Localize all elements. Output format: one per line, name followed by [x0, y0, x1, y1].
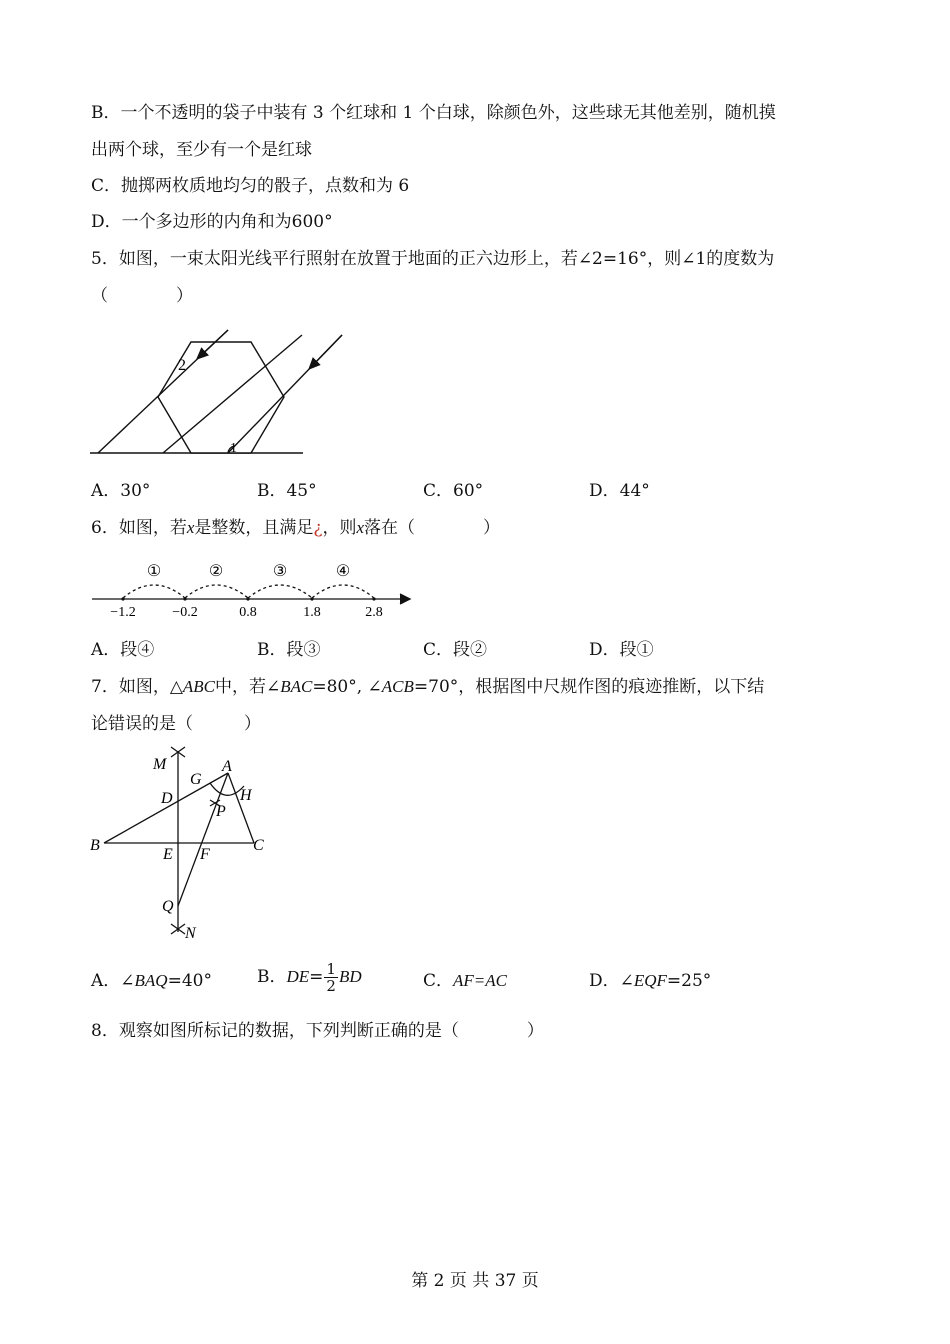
- page-footer: 第 2 页 共 37 页: [411, 1271, 539, 1291]
- label-a: A: [222, 758, 232, 775]
- q4-option-c: C．抛掷两枚质地均匀的骰子，点数和为 6: [91, 176, 410, 196]
- q6-stem: 6．如图，若x是整数，且满足¿，则x落在（ ）: [91, 518, 501, 538]
- q5-stem-line2: （ ）: [91, 286, 193, 306]
- tick-label-3: 0.8: [239, 605, 257, 620]
- segment-label-4: ④: [335, 561, 351, 580]
- q5-option-d: D．44°: [589, 481, 650, 501]
- label-m: M: [153, 756, 167, 773]
- q7-option-c: C．AF=AC: [423, 971, 507, 991]
- tick-label-5: 2.8: [365, 605, 383, 620]
- side-ab: [104, 773, 228, 843]
- q7-option-d: D．∠EQF=25°: [589, 971, 712, 991]
- q7-stem-line2: 论错误的是（ ）: [91, 714, 261, 734]
- q4-option-b-line2: 出两个球，至少有一个是红球: [91, 140, 312, 160]
- fraction-one-half: $\frac{1}{2}$: [326, 960, 336, 995]
- hexagon: [158, 342, 284, 453]
- label-f: F: [200, 846, 210, 863]
- label-n: N: [185, 925, 196, 942]
- q5-option-b: B．45°: [257, 481, 317, 501]
- angle-1-label: 1: [230, 441, 237, 456]
- segment-label-3: ③: [272, 561, 288, 580]
- label-h: H: [240, 787, 252, 804]
- q4-option-d: D．一个多边形的内角和为600°: [91, 212, 333, 232]
- q5-hexagon-figure: [88, 325, 358, 460]
- segment-arc-2: [185, 585, 248, 598]
- q7-triangle-figure: [86, 746, 286, 946]
- q5-stem-line1: 5．如图，一束太阳光线平行照射在放置于地面的正六边形上，若∠2=16°，则∠1的度数为: [91, 249, 775, 269]
- label-b: B: [90, 837, 100, 854]
- label-c: C: [253, 837, 264, 854]
- tick-label-2: −0.2: [172, 605, 198, 620]
- q7-stem-line1: 7．如图，△ABC中，若∠BAC=80°, ∠ACB=70°，根据图中尺规作图的痕迹推断，以下结: [91, 677, 765, 697]
- q6-number-line: [88, 556, 418, 622]
- q4-option-b-line1: B．一个不透明的袋子中装有 3 个红球和 1 个白球，除颜色外，这些球无其他差别，随机摸: [91, 103, 776, 123]
- q6-option-b: B．段③: [257, 640, 321, 660]
- q5-option-a: A．30°: [91, 481, 151, 501]
- tick-label-4: 1.8: [303, 605, 321, 620]
- q5-option-c: C．60°: [423, 481, 484, 501]
- label-q: Q: [162, 898, 174, 915]
- label-e: E: [163, 846, 173, 863]
- angle-2-label: 2: [178, 357, 186, 374]
- construction-arc: [210, 783, 244, 795]
- segment-arc-4: [312, 585, 374, 598]
- q7-option-a: A．∠BAQ=40°: [91, 971, 212, 991]
- q6-option-c: C．段②: [423, 640, 488, 660]
- segment-arc-1: [123, 585, 185, 598]
- label-p: P: [216, 803, 226, 820]
- q7-option-b: B．DE= $\frac{1}{2}$ BD: [257, 960, 362, 995]
- q6-option-d: D．段①: [589, 640, 654, 660]
- q8-stem: 8．观察如图所标记的数据，下列判断正确的是（ ）: [91, 1021, 544, 1041]
- label-d: D: [161, 790, 173, 807]
- tick-label-1: −1.2: [110, 605, 136, 620]
- q6-option-a: A．段④: [91, 640, 155, 660]
- segment-label-2: ②: [208, 561, 224, 580]
- label-g: G: [190, 771, 202, 788]
- side-ac: [228, 773, 254, 843]
- segment-label-1: ①: [146, 561, 162, 580]
- segment-arc-3: [248, 585, 312, 598]
